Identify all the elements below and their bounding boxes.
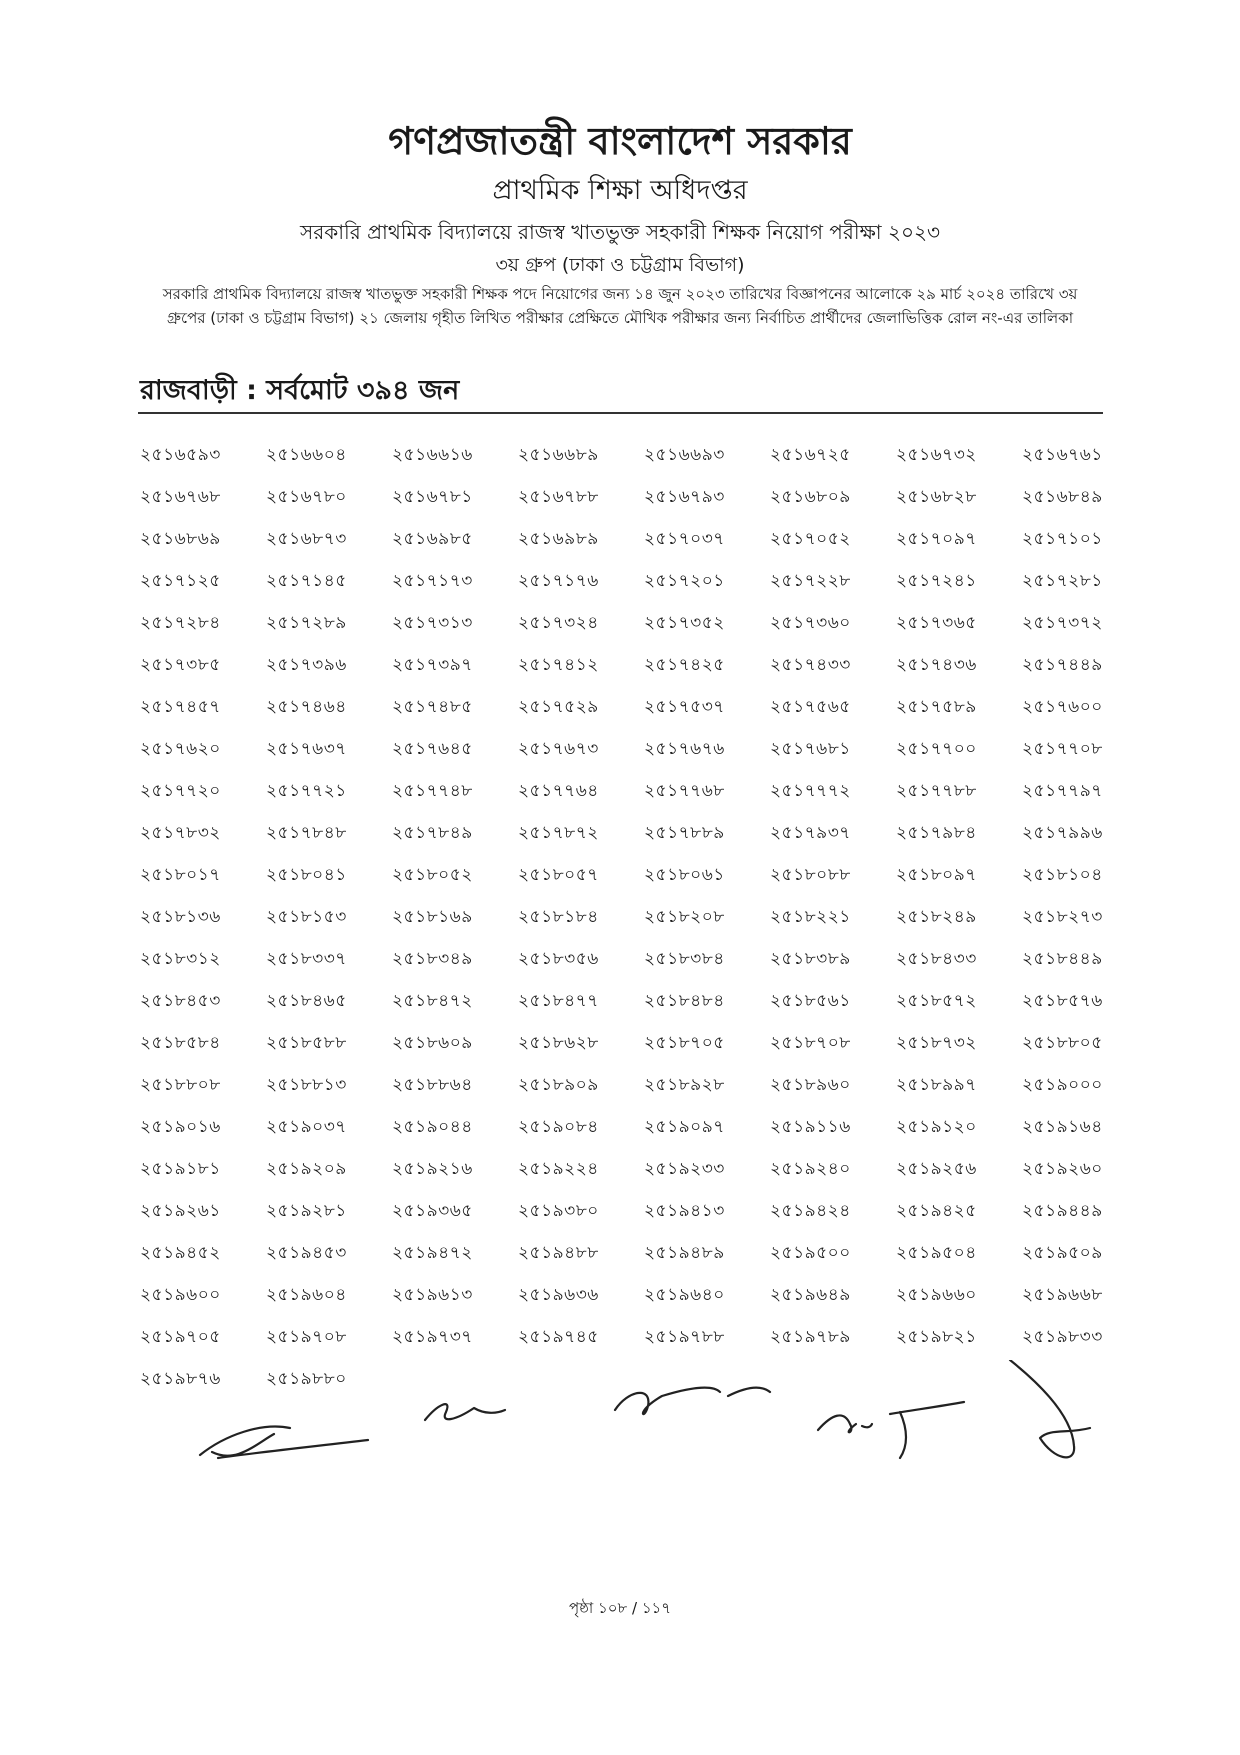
- roll-number: ২৫১৯২৩৩: [644, 1159, 725, 1179]
- roll-number: ২৫১৭১৪৫: [266, 571, 347, 591]
- roll-number: ২৫১৭৭৮৮: [896, 781, 977, 801]
- roll-number: ২৫১৯৪৪৯: [1022, 1201, 1103, 1221]
- roll-number: ২৫১৯০৪৪: [392, 1117, 473, 1137]
- roll-number: ২৫১৭৮৪৮: [266, 823, 347, 843]
- roll-number: ২৫১৬৬১৬: [392, 445, 473, 465]
- roll-number: ২৫১৬৮৬৯: [140, 529, 221, 549]
- roll-number: ২৫১৭৮৩২: [140, 823, 221, 843]
- roll-number: ২৫১৯৭০৮: [266, 1327, 347, 1347]
- roll-number: ২৫১৮৪৬৫: [266, 991, 347, 1011]
- roll-number: ২৫১৭৪২৫: [644, 655, 725, 675]
- roll-number: ২৫১৮৪৭২: [392, 991, 473, 1011]
- roll-number: ২৫১৭৮৪৯: [392, 823, 473, 843]
- roll-number: ২৫১৬৯৮৫: [392, 529, 473, 549]
- roll-number: ২৫১৭১২৫: [140, 571, 221, 591]
- roll-number: ২৫১৮৪৭৭: [518, 991, 599, 1011]
- roll-number: ২৫১৭৯৯৬: [1022, 823, 1103, 843]
- roll-number: ২৫১৮৬২৮: [518, 1033, 599, 1053]
- department-title: প্রাথমিক শিক্ষা অধিদপ্তর: [492, 175, 748, 206]
- roll-number: ২৫১৮৪৫৩: [140, 991, 221, 1011]
- roll-number: ২৫১৯২৮১: [266, 1201, 347, 1221]
- signature-3: [615, 1388, 770, 1414]
- roll-number: ২৫১৭১০১: [1022, 529, 1103, 549]
- roll-number: ২৫১৯৫০৯: [1022, 1243, 1103, 1263]
- roll-number: ২৫১৭২২৮: [770, 571, 851, 591]
- roll-number: ২৫১৮০৯৭: [896, 865, 977, 885]
- roll-number: ২৫১৬৬০৪: [266, 445, 347, 465]
- roll-number: ২৫১৯১১৬: [770, 1117, 851, 1137]
- roll-number: ২৫১৮০৬১: [644, 865, 725, 885]
- roll-number: ২৫১৭৪৫৭: [140, 697, 221, 717]
- signatures: [0, 1360, 1240, 1470]
- roll-number: ২৫১৭৩৭২: [1022, 613, 1103, 633]
- roll-number: ২৫১৭৩১৩: [392, 613, 473, 633]
- roll-number: ২৫১৯৮৮০: [266, 1369, 347, 1389]
- roll-number: ২৫১৭৬৮১: [770, 739, 851, 759]
- roll-number: ২৫১৮৩৫৬: [518, 949, 599, 969]
- roll-number: ২৫১৮৫৬১: [770, 991, 851, 1011]
- roll-number: ২৫১৭৩৫২: [644, 613, 725, 633]
- notice-text: সরকারি প্রাথমিক বিদ্যালয়ে রাজস্ব খাতভুক্ত সহকারী শিক্ষক পদে নিয়োগের জন্য ১৪ জুন ২০২৩ তারিখের বিজ্ঞাপনের আলোকে ২৯ মার্চ ২০২৪ তারিখে ৩য় গ্রুপের (ঢাকা ও চট্টগ্রাম বিভাগ) ২১ জেলায় গৃহীত লিখিত পরীক্ষার প্রেক্ষিতে মৌখিক পরীক্ষার জন্য নির্বাচিত প্রার্থীদের জেলাভিত্তিক রোল নং-এর তালিকা: [162, 285, 1078, 327]
- roll-number: ২৫১৮০৪১: [266, 865, 347, 885]
- roll-number: ২৫১৯৮২১: [896, 1327, 977, 1347]
- roll-number: ২৫১৭২০১: [644, 571, 725, 591]
- roll-number: ২৫১৭১৭৬: [518, 571, 599, 591]
- roll-number: ২৫১৯৭৪৫: [518, 1327, 599, 1347]
- roll-number: ২৫১৯৬৬৮: [1022, 1285, 1103, 1305]
- district-heading: রাজবাড়ী : সর্বমোট ৩৯৪ জন: [140, 375, 460, 406]
- roll-number: ২৫১৮৪৪৯: [1022, 949, 1103, 969]
- roll-number: ২৫১৯০১৬: [140, 1117, 221, 1137]
- roll-number: ২৫১৮৫৮৮: [266, 1033, 347, 1053]
- roll-number: ২৫১৭৯৩৭: [770, 823, 851, 843]
- roll-number: ২৫১৮৩৮৪: [644, 949, 725, 969]
- roll-number: ২৫১৭৪৩৩: [770, 655, 851, 675]
- roll-number: ২৫১৮০১৭: [140, 865, 221, 885]
- page-number: পৃষ্ঠা ১০৮ / ১১৭: [568, 1599, 672, 1617]
- roll-number: ২৫১৭৫৩৭: [644, 697, 725, 717]
- roll-number: ২৫১৭৩৯৭: [392, 655, 473, 675]
- roll-number: ২৫১৭২৪১: [896, 571, 977, 591]
- signature-6: [1010, 1360, 1090, 1457]
- roll-number: ২৫১৮৫৭৬: [1022, 991, 1103, 1011]
- roll-number: ২৫১৯৬৪০: [644, 1285, 725, 1305]
- roll-number: ২৫১৮৯৯৭: [896, 1075, 977, 1095]
- roll-number: ২৫১৮৩১২: [140, 949, 221, 969]
- roll-number: ২৫১৮৩৪৯: [392, 949, 473, 969]
- roll-number: ২৫১৬৫৯৩: [140, 445, 221, 465]
- roll-number: ২৫১৯৪৮৮: [518, 1243, 599, 1263]
- roll-number: ২৫১৮৫৮৪: [140, 1033, 221, 1053]
- roll-number: ২৫১৮১৩৬: [140, 907, 221, 927]
- roll-number: ২৫১৯০৮৪: [518, 1117, 599, 1137]
- roll-number: ২৫১৬৮৭৩: [266, 529, 347, 549]
- roll-number: ২৫১৭১৭৩: [392, 571, 473, 591]
- roll-number: ২৫১৭৪৮৫: [392, 697, 473, 717]
- roll-number: ২৫১৭৪৩৬: [896, 655, 977, 675]
- roll-number: ২৫১৮৭০৫: [644, 1033, 725, 1053]
- roll-number: ২৫১৬৬৯৩: [644, 445, 725, 465]
- roll-number: ২৫১৮৪৩৩: [896, 949, 977, 969]
- roll-number: ২৫১৬৬৮৯: [518, 445, 599, 465]
- roll-number: ২৫১৮৯৬০: [770, 1075, 851, 1095]
- roll-number: ২৫১৭৭২১: [266, 781, 347, 801]
- roll-number: ২৫১৯৭৮৮: [644, 1327, 725, 1347]
- roll-number: ২৫১৮৭৩২: [896, 1033, 977, 1053]
- roll-number: ২৫১৯৭০৫: [140, 1327, 221, 1347]
- roll-number: ২৫১৯৩৮০: [518, 1201, 599, 1221]
- divider: [138, 412, 1103, 414]
- roll-number: ২৫১৯৭৩৭: [392, 1327, 473, 1347]
- roll-number: ২৫১৮৪৮৪: [644, 991, 725, 1011]
- roll-number: ২৫১৭৭০০: [896, 739, 977, 759]
- roll-number: ২৫১৯৬৬০: [896, 1285, 977, 1305]
- roll-number: ২৫১৭৭২০: [140, 781, 221, 801]
- roll-number: ২৫১৭৩৮৫: [140, 655, 221, 675]
- roll-number: ২৫১৬৭৩২: [896, 445, 977, 465]
- roll-number: ২৫১৭৪১২: [518, 655, 599, 675]
- roll-number: ২৫১৮১৮৪: [518, 907, 599, 927]
- roll-number: ২৫১৯৪১৩: [644, 1201, 725, 1221]
- roll-number: ২৫১৯৪৫৩: [266, 1243, 347, 1263]
- roll-number: ২৫১৮১৫৩: [266, 907, 347, 927]
- roll-number: ২৫১৭৭৬৪: [518, 781, 599, 801]
- signature-2: [425, 1404, 505, 1420]
- roll-number: ২৫১৮১০৪: [1022, 865, 1103, 885]
- roll-number: ২৫১৭৬৭৩: [518, 739, 599, 759]
- roll-number: ২৫১৯৫০০: [770, 1243, 851, 1263]
- group-title: ৩য় গ্রুপ (ঢাকা ও চট্টগ্রাম বিভাগ): [495, 254, 745, 276]
- roll-number: ২৫১৭০৩৭: [644, 529, 725, 549]
- roll-number: ২৫১৮২০৮: [644, 907, 725, 927]
- roll-number: ২৫১৯২৪০: [770, 1159, 851, 1179]
- roll-number: ২৫১৮২২১: [770, 907, 851, 927]
- roll-number: ২৫১৯৪৮৯: [644, 1243, 725, 1263]
- roll-number: ২৫১৯২৫৬: [896, 1159, 977, 1179]
- roll-number: ২৫১৯১৬৪: [1022, 1117, 1103, 1137]
- roll-number: ২৫১৮৭০৮: [770, 1033, 851, 1053]
- roll-number: ২৫১৭৩৯৬: [266, 655, 347, 675]
- roll-number: ২৫১৬৮০৯: [770, 487, 851, 507]
- roll-number: ২৫১৮৮১৩: [266, 1075, 347, 1095]
- roll-number: ২৫১৭৬২০: [140, 739, 221, 759]
- exam-title: সরকারি প্রাথমিক বিদ্যালয়ে রাজস্ব খাতভুক্ত সহকারী শিক্ষক নিয়োগ পরীক্ষা ২০২৩: [300, 220, 940, 244]
- roll-number: ২৫১৭৭৪৮: [392, 781, 473, 801]
- roll-number: ২৫১৮৩৩৭: [266, 949, 347, 969]
- roll-number: ২৫১৬৭২৫: [770, 445, 851, 465]
- roll-number: ২৫১৭০৯৭: [896, 529, 977, 549]
- roll-number: ২৫১৭৮৭২: [518, 823, 599, 843]
- roll-number: ২৫১৮২৭৩: [1022, 907, 1103, 927]
- roll-number: ২৫১৯৪২৫: [896, 1201, 977, 1221]
- roll-number: ২৫১৯১৮১: [140, 1159, 221, 1179]
- roll-number: ২৫১৯৬০০: [140, 1285, 221, 1305]
- roll-number: ২৫১৯৪২৪: [770, 1201, 851, 1221]
- roll-number: ২৫১৮৯২৮: [644, 1075, 725, 1095]
- roll-number: ২৫১৬৭৬১: [1022, 445, 1103, 465]
- roll-number: ২৫১৮৮৬৪: [392, 1075, 473, 1095]
- roll-number: ২৫১৭৫২৯: [518, 697, 599, 717]
- roll-number: ২৫১৭৭৬৮: [644, 781, 725, 801]
- roll-number: ২৫১৯০০০: [1022, 1075, 1103, 1095]
- roll-number-grid: [140, 442, 1148, 1408]
- roll-number: ২৫১৯৬০৪: [266, 1285, 347, 1305]
- roll-number: ২৫১৮৯০৯: [518, 1075, 599, 1095]
- signature-4: [818, 1415, 872, 1432]
- roll-number: ২৫১৭৬০০: [1022, 697, 1103, 717]
- roll-number: ২৫১৬৭৮০: [266, 487, 347, 507]
- roll-number: ২৫১৭২৮১: [1022, 571, 1103, 591]
- roll-number: ২৫১৯২৬১: [140, 1201, 221, 1221]
- government-title: গণপ্রজাতন্ত্রী বাংলাদেশ সরকার: [388, 118, 852, 163]
- roll-number: ২৫১৬৭৯৩: [644, 487, 725, 507]
- roll-number: ২৫১৭২৮৯: [266, 613, 347, 633]
- roll-number: ২৫১৬৯৮৯: [518, 529, 599, 549]
- roll-number: ২৫১৭৫৮৯: [896, 697, 977, 717]
- roll-number: ২৫১৭২৮৪: [140, 613, 221, 633]
- roll-number: ২৫১৭৭০৮: [1022, 739, 1103, 759]
- roll-number: ২৫১৮০৫২: [392, 865, 473, 885]
- roll-number: ২৫১৭৭৯৭: [1022, 781, 1103, 801]
- roll-number: ২৫১৭৫৬৫: [770, 697, 851, 717]
- roll-number: ২৫১৮৮০৮: [140, 1075, 221, 1095]
- roll-number: ২৫১৯২০৯: [266, 1159, 347, 1179]
- roll-number: ২৫১৬৮৪৯: [1022, 487, 1103, 507]
- roll-number: ২৫১৯২৬০: [1022, 1159, 1103, 1179]
- roll-number: ২৫১৭৮৮৯: [644, 823, 725, 843]
- roll-number: ২৫১৭০৫২: [770, 529, 851, 549]
- roll-number: ২৫১৯২২৪: [518, 1159, 599, 1179]
- roll-number: ২৫১৮০৮৮: [770, 865, 851, 885]
- roll-number: ২৫১৭৩৬৫: [896, 613, 977, 633]
- roll-number: ২৫১৭৪৬৪: [266, 697, 347, 717]
- roll-number: ২৫১৭৪৪৯: [1022, 655, 1103, 675]
- roll-number: ২৫১৮০৫৭: [518, 865, 599, 885]
- roll-number: ২৫১৭৬৩৭: [266, 739, 347, 759]
- roll-number: ২৫১৯৮৭৬: [140, 1369, 221, 1389]
- roll-number: ২৫১৯৬৪৯: [770, 1285, 851, 1305]
- roll-number: ২৫১৭৩৬০: [770, 613, 851, 633]
- roll-number: ২৫১৬৭৮১: [392, 487, 473, 507]
- roll-number: ২৫১৯১২০: [896, 1117, 977, 1137]
- roll-number: ২৫১৭৩২৪: [518, 613, 599, 633]
- roll-number: ২৫১৬৭৮৮: [518, 487, 599, 507]
- roll-number: ২৫১৯০৯৭: [644, 1117, 725, 1137]
- roll-number: ২৫১৯৬১৩: [392, 1285, 473, 1305]
- roll-number: ২৫১৯৩৬৫: [392, 1201, 473, 1221]
- roll-number: ২৫১৬৮২৮: [896, 487, 977, 507]
- roll-number: ২৫১৭৬৪৫: [392, 739, 473, 759]
- roll-number: ২৫১৯৮৩৩: [1022, 1327, 1103, 1347]
- roll-number: ২৫১৯৪৭২: [392, 1243, 473, 1263]
- roll-number: ২৫১৯৬৩৬: [518, 1285, 599, 1305]
- roll-number: ২৫১৯৪৫২: [140, 1243, 221, 1263]
- roll-number: ২৫১৯৭৮৯: [770, 1327, 851, 1347]
- signature-5: [890, 1402, 964, 1458]
- roll-number: ২৫১৮৬০৯: [392, 1033, 473, 1053]
- roll-number: ২৫১৮৩৮৯: [770, 949, 851, 969]
- roll-number: ২৫১৬৭৬৮: [140, 487, 221, 507]
- roll-number: ২৫১৭৭৭২: [770, 781, 851, 801]
- roll-number: ২৫১৮৫৭২: [896, 991, 977, 1011]
- roll-number: ২৫১৯৫০৪: [896, 1243, 977, 1263]
- roll-number: ২৫১৮৮০৫: [1022, 1033, 1103, 1053]
- roll-number: ২৫১৭৯৮৪: [896, 823, 977, 843]
- roll-number: ২৫১৯২১৬: [392, 1159, 473, 1179]
- signature-1: [200, 1427, 368, 1458]
- roll-number: ২৫১৭৬৭৬: [644, 739, 725, 759]
- roll-number: ২৫১৮১৬৯: [392, 907, 473, 927]
- roll-number: ২৫১৯০৩৭: [266, 1117, 347, 1137]
- roll-number: ২৫১৮২৪৯: [896, 907, 977, 927]
